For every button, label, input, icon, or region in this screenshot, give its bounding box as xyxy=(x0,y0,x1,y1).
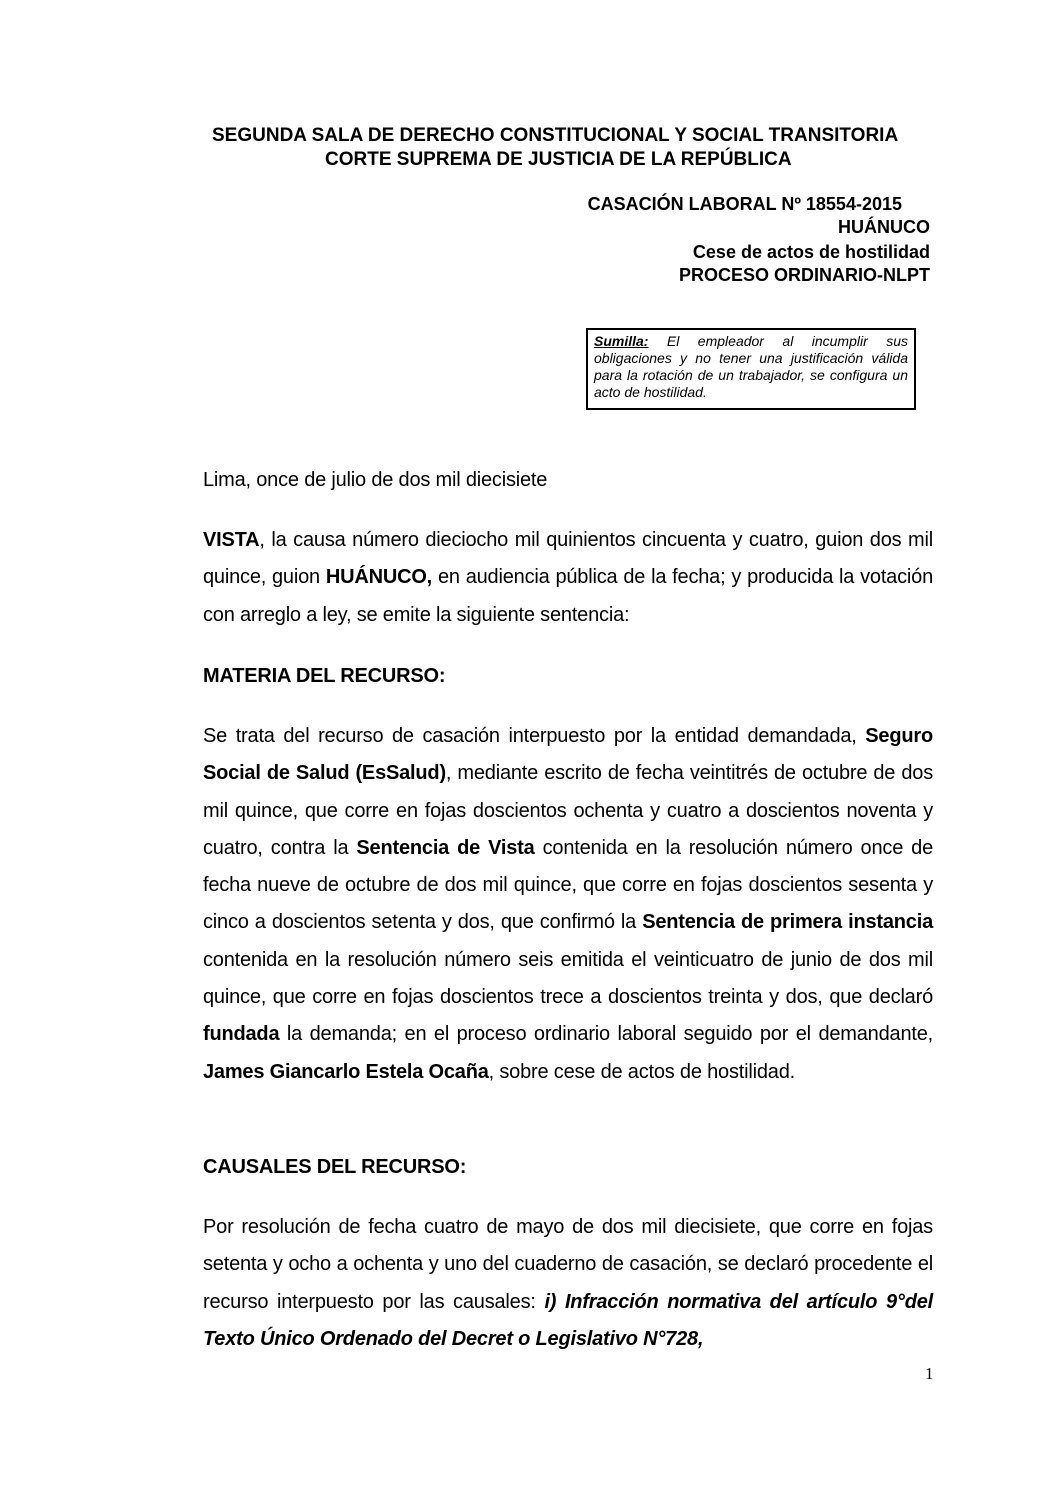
materia-text-5: la demanda; en el proceso ordinario laboral seguido por el demandante, xyxy=(279,1023,933,1046)
heading-materia: MATERIA DEL RECURSO: xyxy=(203,665,446,687)
materia-text-4: contenida en la resolución número seis emitida el veinticuatro de junio de dos mil quince, que corre en fojas doscientos trece a doscientos treinta y dos, que declaró xyxy=(203,948,933,1009)
causales-paragraph xyxy=(203,1209,933,1358)
vista-text-2: en audiencia pública de la fecha; y producida la votación con arreglo a ley, se emite la siguiente sentencia: xyxy=(203,566,933,626)
materia-text-2: , mediante escrito de fecha veintitrés de octubre de dos mil quince, que corre en fojas doscientos ochenta y cuatro a doscientos noventa y cuatro, contra la xyxy=(203,762,933,859)
page-number: 1 xyxy=(925,1364,934,1383)
materia-sentencia-vista: Sentencia de Vista xyxy=(356,836,535,859)
case-matter: Cese de actos de hostilidad xyxy=(692,242,930,262)
materia-text-3: contenida en la resolución número once de fecha nueve de octubre de dos mil quince, que corre en fojas doscientos sesenta y cinco a doscientos setenta y dos, que confirmó la xyxy=(203,836,934,934)
case-city: HUÁNUCO xyxy=(838,217,930,237)
materia-sentencia-primera: Sentencia de primera instancia xyxy=(642,911,933,934)
materia-text-1: Se trata del recurso de casación interpuesto por la entidad demandada, xyxy=(203,725,866,747)
causales-text-1: Por resolución de fecha cuatro de mayo de dos mil diecisiete, que corre en fojas setenta y ocho a ochenta y uno del cuaderno de casación, se declaró procedente el recurso interpuesto por las causales: xyxy=(203,1216,933,1313)
case-process: PROCESO ORDINARIO-NLPT xyxy=(678,265,930,285)
heading-causales: CAUSALES DEL RECURSO: xyxy=(203,1156,467,1178)
sumilla-box xyxy=(586,328,916,410)
causales-infraction: i) Infracción normativa del artículo 9°del Texto Único Ordenado del Decret o Legislativo N°728, xyxy=(203,1290,933,1350)
materia-plaintiff: James Giancarlo Estela Ocaña xyxy=(203,1060,489,1083)
date-line: Lima, once de julio de dos mil diecisiete xyxy=(203,469,548,491)
case-number: CASACIÓN LABORAL Nº 18554-2015 xyxy=(587,194,902,214)
court-name-line-1: SEGUNDA SALA DE DERECHO CONSTITUCIONAL Y SOCIAL TRANSITORIA xyxy=(212,125,899,146)
vista-city: HUÁNUCO, xyxy=(325,566,433,589)
sumilla-label: Sumilla: xyxy=(594,333,649,349)
vista-paragraph xyxy=(203,522,933,634)
materia-text-6: , sobre cese de actos de hostilidad. xyxy=(488,1060,795,1083)
vista-text-1: , la causa número dieciocho mil quinientos cincuenta y cuatro, guion dos mil quince, guion xyxy=(203,529,933,589)
materia-paragraph xyxy=(203,718,933,1091)
vista-keyword: VISTA xyxy=(203,529,260,551)
materia-fundada: fundada xyxy=(203,1023,280,1046)
court-name-line-2: CORTE SUPREMA DE JUSTICIA DE LA REPÚBLICA xyxy=(325,149,792,170)
materia-defendant: Seguro Social de Salud (EsSalud) xyxy=(203,725,933,785)
sumilla-text: El empleador al incumplir sus obligaciones y no tener una justificación válida para la rotación de un trabajador, se configura un acto de hostilidad. xyxy=(594,333,908,400)
